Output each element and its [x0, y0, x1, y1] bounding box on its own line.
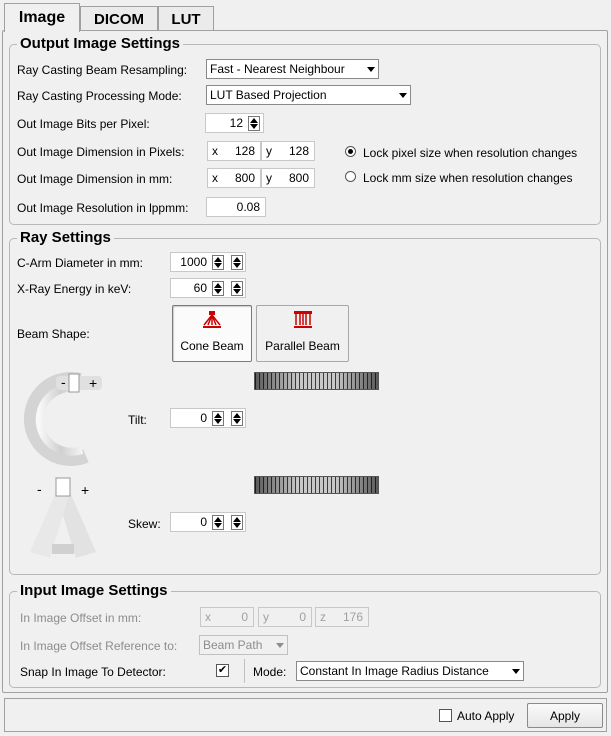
dimension-mm-x-value: 800 — [234, 171, 255, 185]
fast-spin-arrows-icon[interactable] — [231, 255, 243, 270]
footer-bar — [4, 698, 607, 732]
fast-spin-arrows-icon[interactable] — [231, 515, 243, 530]
spin-arrows-icon[interactable] — [212, 281, 224, 296]
tilt-value: 0 — [200, 411, 207, 425]
resampling-select[interactable] — [206, 59, 379, 79]
spin-arrows-icon[interactable] — [248, 116, 260, 131]
lock-mm-label[interactable]: Lock mm size when resolution changes — [363, 171, 573, 185]
auto-apply-checkbox[interactable] — [439, 709, 452, 722]
bits-per-pixel-spinbox[interactable] — [205, 113, 264, 133]
mode-label: Mode: — [253, 665, 287, 679]
parallel-beam-button[interactable] — [256, 305, 349, 362]
x-prefix: x — [212, 144, 218, 158]
skew-spinbox[interactable] — [170, 512, 246, 532]
tilt-carm-icon — [18, 366, 118, 471]
resolution-label: Out Image Resolution in lppmm: — [17, 201, 189, 215]
processing-mode-value: LUT Based Projection — [210, 88, 327, 102]
xray-energy-spinbox[interactable] — [170, 278, 246, 298]
offset-x-value: 0 — [241, 610, 248, 624]
lock-pixel-radio[interactable] — [345, 146, 356, 157]
offset-z-value: 176 — [342, 610, 363, 624]
tilt-plus[interactable]: + — [89, 375, 98, 391]
snap-checkbox[interactable]: ✔ — [217, 664, 228, 676]
dimension-mm-y-value: 800 — [288, 171, 309, 185]
tab-image[interactable]: Image — [4, 3, 80, 32]
snap-mode-select[interactable] — [296, 661, 524, 681]
carm-diameter-label: C-Arm Diameter in mm: — [17, 256, 144, 270]
parallel-beam-icon — [292, 310, 314, 333]
divider — [244, 659, 245, 683]
offset-x-field[interactable] — [200, 607, 254, 627]
lock-pixel-label[interactable]: Lock pixel size when resolution changes — [363, 146, 578, 160]
skew-minus[interactable]: - — [37, 481, 42, 497]
processing-mode-label: Ray Casting Processing Mode: — [17, 89, 182, 103]
chevron-down-icon — [276, 643, 284, 648]
x-prefix: x — [212, 171, 218, 185]
cone-beam-label: Cone Beam — [180, 339, 244, 353]
carm-diameter-value: 1000 — [180, 255, 207, 269]
snap-mode-value: Constant In Image Radius Distance — [300, 664, 489, 678]
tab-bar — [0, 0, 611, 31]
dimension-pixels-x-value: 128 — [234, 144, 255, 158]
skew-thumbwheel[interactable] — [254, 476, 379, 494]
resolution-field[interactable] — [206, 197, 266, 217]
tilt-thumbwheel[interactable] — [254, 372, 379, 390]
skew-label: Skew: — [128, 517, 161, 531]
dimension-mm-y-field[interactable] — [261, 168, 315, 188]
chevron-down-icon — [399, 93, 407, 98]
offset-label: In Image Offset in mm: — [20, 611, 142, 625]
resolution-value: 0.08 — [236, 200, 260, 214]
offset-reference-select[interactable] — [199, 635, 288, 655]
chevron-down-icon — [512, 669, 520, 674]
offset-y-value: 0 — [299, 610, 306, 624]
beam-shape-label: Beam Shape: — [17, 327, 90, 341]
dimension-pixels-x-field[interactable] — [207, 141, 261, 161]
output-image-settings-title: Output Image Settings — [17, 36, 183, 52]
tilt-minus[interactable]: - — [61, 374, 66, 390]
x-prefix: x — [205, 610, 211, 624]
snap-label: Snap In Image To Detector: — [20, 665, 166, 679]
z-prefix: z — [320, 610, 326, 624]
ray-settings-title: Ray Settings — [17, 230, 114, 246]
xray-energy-value: 60 — [193, 281, 207, 295]
xray-energy-label: X-Ray Energy in keV: — [17, 282, 132, 296]
y-prefix: y — [266, 171, 272, 185]
offset-z-field[interactable] — [315, 607, 369, 627]
apply-button[interactable]: Apply — [527, 703, 603, 728]
cone-beam-button[interactable] — [172, 305, 252, 362]
y-prefix: y — [263, 610, 269, 624]
resampling-value: Fast - Nearest Neighbour — [210, 62, 345, 76]
bits-per-pixel-label: Out Image Bits per Pixel: — [17, 117, 150, 131]
skew-beam-icon — [26, 472, 106, 562]
offset-reference-value: Beam Path — [203, 638, 263, 652]
bits-per-pixel-value: 12 — [229, 116, 243, 130]
fast-spin-arrows-icon[interactable] — [231, 411, 243, 426]
spin-arrows-icon[interactable] — [212, 411, 224, 426]
skew-plus[interactable]: + — [81, 482, 90, 498]
offset-reference-label: In Image Offset Reference to: — [20, 639, 178, 653]
offset-y-field[interactable] — [258, 607, 312, 627]
input-image-settings-title: Input Image Settings — [17, 583, 171, 599]
spin-arrows-icon[interactable] — [212, 515, 224, 530]
dimension-pixels-y-value: 128 — [288, 144, 309, 158]
auto-apply-label[interactable]: Auto Apply — [457, 709, 515, 723]
parallel-beam-label: Parallel Beam — [265, 339, 340, 353]
processing-mode-select[interactable] — [206, 85, 411, 105]
y-prefix: y — [266, 144, 272, 158]
lock-mm-radio[interactable] — [345, 171, 356, 182]
dimension-pixels-label: Out Image Dimension in Pixels: — [17, 145, 185, 159]
dimension-pixels-y-field[interactable] — [261, 141, 315, 161]
fast-spin-arrows-icon[interactable] — [231, 281, 243, 296]
tab-dicom[interactable]: DICOM — [80, 6, 158, 31]
chevron-down-icon — [367, 67, 375, 72]
cone-beam-icon — [202, 310, 222, 333]
dimension-mm-x-field[interactable] — [207, 168, 261, 188]
skew-value: 0 — [200, 515, 207, 529]
tab-lut[interactable]: LUT — [158, 6, 214, 31]
tilt-label: Tilt: — [128, 413, 147, 427]
dimension-mm-label: Out Image Dimension in mm: — [17, 172, 173, 186]
resampling-label: Ray Casting Beam Resampling: — [17, 63, 188, 77]
spin-arrows-icon[interactable] — [212, 255, 224, 270]
carm-diameter-spinbox[interactable] — [170, 252, 246, 272]
tilt-spinbox[interactable] — [170, 408, 246, 428]
